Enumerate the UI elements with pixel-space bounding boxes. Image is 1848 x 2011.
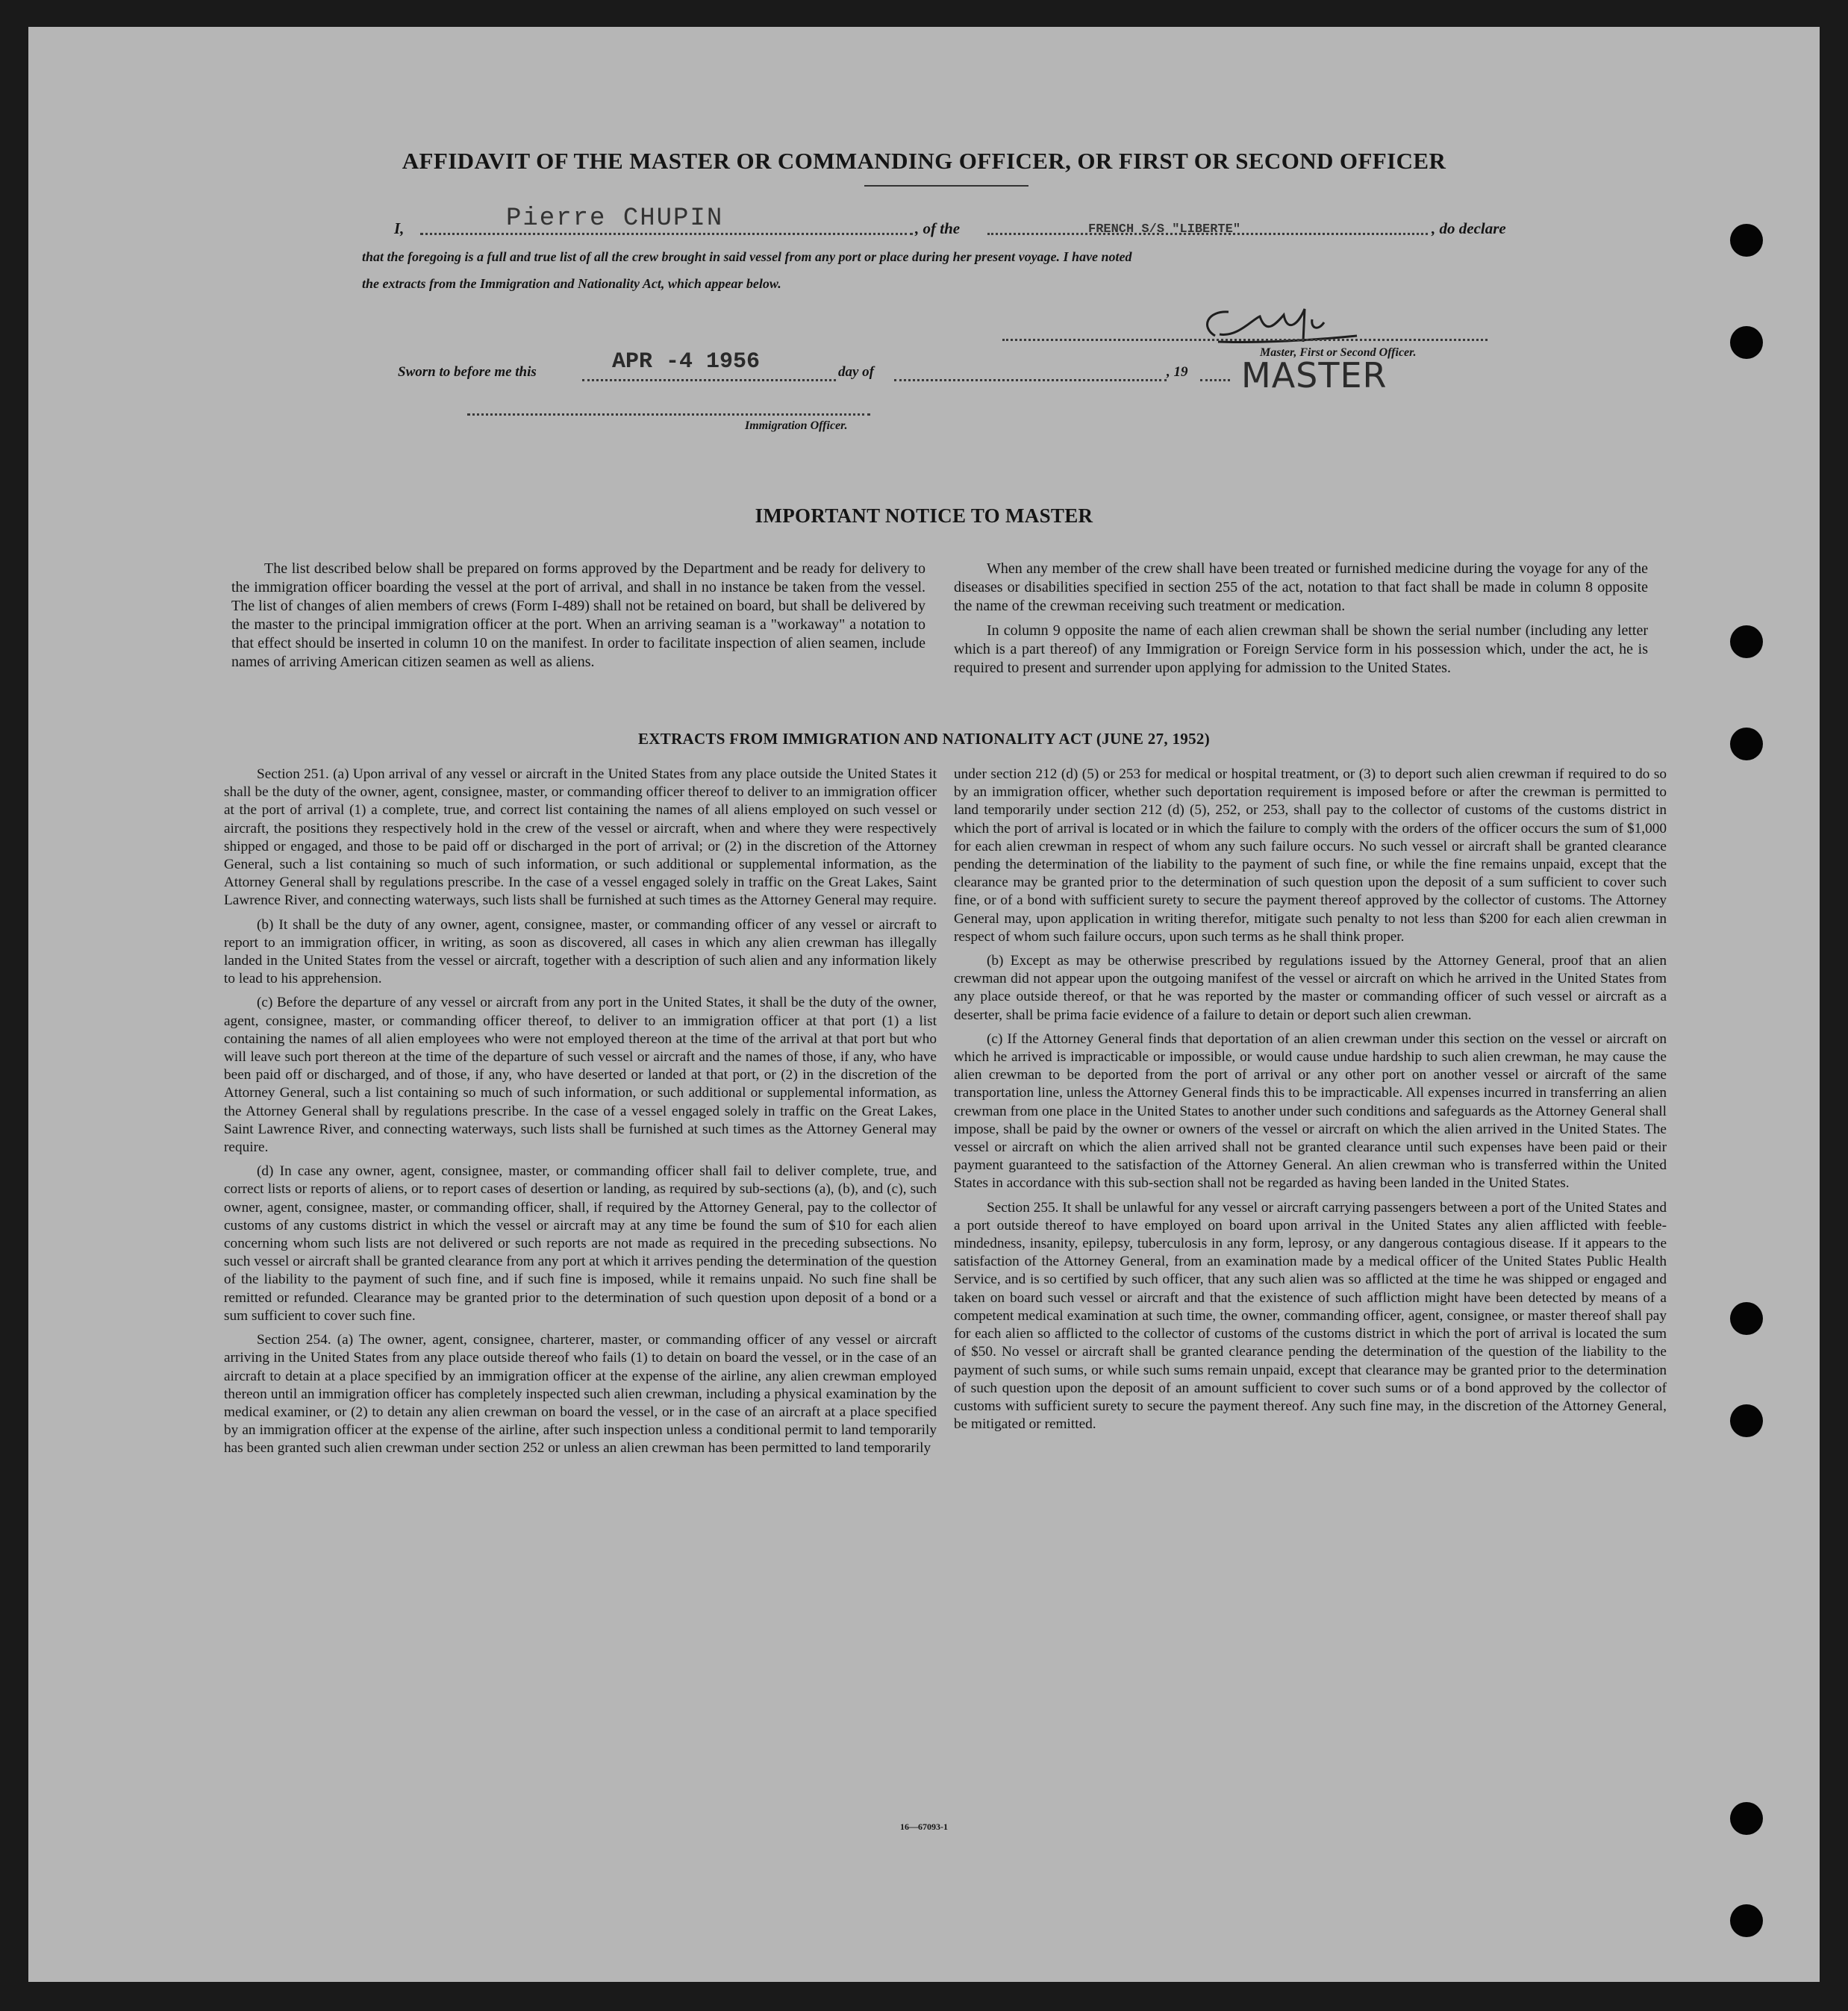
sworn-year-prefix: , 19: [1167, 364, 1188, 380]
binder-hole: [1730, 625, 1763, 658]
affidavit-title: AFFIDAVIT OF THE MASTER OR COMMANDING OFFICER, OR FIRST OR SECOND OFFICER: [402, 148, 1446, 174]
notice-right-column: [954, 560, 1648, 684]
line1-prefix: I,: [394, 219, 405, 237]
notice-title: IMPORTANT NOTICE TO MASTER: [755, 504, 1093, 527]
line1-mid: , of the: [915, 219, 961, 237]
binder-hole: [1730, 224, 1763, 257]
document-page: [28, 27, 1820, 1982]
section-251-d: (d) In case any owner, agent, consignee, master, or commanding officer shall fail to deliver complete, true, and correct lists or reports of aliens, or to report cases of desertion or landing, as required by sub-sections (a), (b), and (c), such owner, agent, consignee, master, or commanding officer, shall, if required by the Attorney General, pay to the collector of customs of any customs district in which the vessel or aircraft may at any time be found the sum of $10 for each alien concerning whom such lists are not delivered or such reports are not made as required in the preceding subsections. No such vessel or aircraft shall be granted clearance from any port at which it arrives pending the determination of the question of the liability to the payment of such fine, and if such fine is imposed, while it remains unpaid. No such fine shall be remitted or refunded. Clearance may be granted prior to the determination of such question upon deposit of a bond or a sum sufficient to cover such fine.: [224, 1163, 937, 1324]
vessel-name: FRENCH S/S "LIBERTE": [1088, 222, 1241, 237]
binder-hole: [1730, 1302, 1763, 1335]
section-254-a: Section 254. (a) The owner, agent, consignee, charterer, master, or commanding officer of any vessel or aircraft arriving in the United States from any place outside thereof who fails (1) to detain on board the vessel, or in the case of an aircraft to detain at a place specified by an immigration officer at the expense of the airline, any alien crewman employed thereon until an immigration officer has completely inspected such alien crewman, including a physical examination by the medical examiner, or (2) to detain any alien crewman on board the vessel, or in the case of an aircraft at a place specified by an immigration officer at the expense of the airline, after such inspection unless a conditional permit to land temporarily has been granted such alien crewman under section 252 or unless an alien crewman has been permitted to land temporarily: [224, 1332, 937, 1457]
binder-hole: [1730, 326, 1763, 359]
section-254-c: (c) If the Attorney General finds that deportation of an alien crewman under this section on the vessel or aircraft on which he arrived is impracticable or impossible, or would cause undue hardship to such alien crewman, he may cause the alien crewman to be deported from the port of arrival or any other port on another vessel or aircraft of the same transportation line, unless the Attorney General finds this to be impracticable. All expenses incurred in transferring an alien crewman from one place in the United States to another under such conditions and safeguards as the Attorney General shall impose, shall be paid by the owner or owners of the vessel or aircraft on which the alien arrived in the United States. The vessel or aircraft on which the alien arrived shall not be granted clearance until such expenses have been paid or their payment guaranteed to the satisfaction of the Attorney General. An alien crewman who is transferred within the United States in accordance with this sub-section shall not be regarded as having been landed in the United States.: [954, 1030, 1667, 1192]
extracts-right-column: [954, 766, 1667, 1439]
section-251-a: Section 251. (a) Upon arrival of any vessel or aircraft in the United States from any place outside the United States it shall be the duty of the owner, agent, consignee, master, or commanding officer thereof to deliver to an immigration officer at the port of arrival (1) a complete, true, and correct list containing the names of all aliens employed on such vessel or aircraft, the positions they respectively hold in the crew of the vessel or aircraft, when and where they were respectively shipped or engaged, and those to be paid off or discharged in the port of arrival; or (2) in the discretion of the Attorney General, such a list containing so much of such information, or such additional or supplemental information, as the Attorney General shall by regulations prescribe. In the case of a vessel engaged solely in traffic on the Great Lakes, Saint Lawrence River, and connecting waterways, such lists shall be furnished at such times as the Attorney General may require.: [224, 766, 937, 909]
immigration-officer-line: [467, 413, 870, 416]
section-251-b: (b) It shall be the duty of any owner, agent, consignee, master, or commanding officer of any vessel or aircraft to report to an immigration officer, in writing, as soon as discovered, all cases in which any alien crewman has illegally landed in the United States from the vessel or aircraft, together with a description of such alien and any information likely to lead to his apprehension.: [224, 916, 937, 987]
signature-line: [1002, 339, 1488, 341]
section-251-c: (c) Before the departure of any vessel or aircraft from any port in the United States, it shall be the duty of the owner, agent, consignee, master, or commanding officer thereof, to deliver to an immigration officer at that port (1) a list containing the names of all alien employees who were not employed thereon at the time of the arrival at that port but who will leave such port thereon at the time of the departure of such vessel or aircraft and the names of those, if any, who have been paid off or discharged, and of those, if any, who have deserted or landed at that port, or (2) in the discretion of the Attorney General, such a list containing so much of such information, or such additional or supplemental information, as the Attorney General shall by regulations prescribe. In the case of a vessel engaged solely in traffic on the Great Lakes, Saint Lawrence River, and connecting waterways, such lists shall be furnished at such times as the Attorney General may require.: [224, 995, 937, 1156]
section-254-b: (b) Except as may be otherwise prescribed by regulations issued by the Attorney General, proof that an alien crewman did not appear upon the outgoing manifest of the vessel or aircraft on which he arrived in the United States from any place outside thereof, or that he was reported by the master or commanding officer of such vessel or aircraft as a deserter, shall be prima facie evidence of a failure to detain or deport such alien crewman.: [954, 953, 1667, 1023]
sworn-prefix: Sworn to before me this: [398, 364, 537, 380]
sworn-mid: day of: [838, 364, 875, 380]
section-254-a-continued: under section 212 (d) (5) or 253 for medical or hospital treatment, or (3) to deport such alien crewman if required to do so by an immigration officer, whether such deportation requirement is imposed before or after the crewman is permitted to land temporarily under section 212 (d) (5), 252, or 253, shall pay to the collector of customs of the customs district in which the port of arrival is located or in which the failure to comply with the orders of the officer occurs the sum of $1,000 for each alien crewman in respect of whom any such failure occurs. No such vessel or aircraft shall be granted clearance pending the determination of the liability to the payment of such fine, or while the fine remains unpaid, except that the clearance may be granted prior to the determination of such question upon the deposit of a sum sufficient to cover such fine, or of a bond with sufficient surety to secure the payment thereof approved by the collector of customs. The Attorney General may, upon application in writing therefor, mitigate such penalty to not less than $200 for each alien crewman in respect of whom such failure occurs, upon such terms as he shall think proper.: [954, 766, 1667, 945]
sworn-date-stamp: APR -4 1956: [612, 349, 761, 375]
sworn-month-blank: [894, 379, 1167, 381]
notice-left-column: [231, 560, 925, 678]
form-code: 16—67093-1: [900, 1821, 948, 1832]
title-rule: [864, 185, 1028, 187]
affidavit-line2: that the foregoing is a full and true list of all the crew brought in said vessel from any port or place during her present voyage. I have noted: [362, 249, 1132, 264]
binder-hole: [1730, 1404, 1763, 1437]
notice-right-paragraph-1: When any member of the crew shall have been treated or furnished medicine during the voyage for any of the diseases or disabilities specified in section 255 of the act, notation to that fact shall be made in column 8 opposite the name of the crewman receiving such treatment or medication.: [954, 560, 1648, 614]
notice-left-paragraph: The list described below shall be prepared on forms approved by the Department and be ready for delivery to the immigration officer boarding the vessel at the port of arrival, and shall in no instance be taken from the vessel. The list of changes of alien members of crews (Form I-489) shall not be retained on board, but shall be delivered by the master to the principal immigration officer at the port. When an arriving seaman is a "workaway" a notation to that effect should be inserted in column 10 on the manifest. In order to facilitate inspection of alien seamen, include names of arriving American citizen seamen as well as aliens.: [231, 560, 925, 670]
extracts-left-column: [224, 766, 937, 1464]
section-255: Section 255. It shall be unlawful for any vessel or aircraft carrying passengers between a port of the United States and a port outside thereof to have employed on board upon arrival in the United States any alien afflicted with feeble-mindedness, insanity, epilepsy, tuberculosis in any form, leprosy, or any dangerous contagious disease. If it appears to the satisfaction of the Attorney General, from an examination made by a medical officer of the United States Public Health Service, and is so certified by such officer, that any such alien was so afflicted at the time he was shipped or engaged and taken on board such vessel or aircraft and that the existence of such affliction might have been detected by means of a competent medical examination at such time, the owner, commanding officer, agent, consignee, or master thereof shall pay for each alien so afflicted to the collector of customs of the customs district in which the port of arrival is located the sum of $50. No vessel or aircraft shall be granted clearance pending the determination of the question of the liability to the payment of such sums, or while such sums remain unpaid, except that clearance may be granted prior to the determination of such question upon the deposit of an amount sufficient to cover such sums or of a bond approved by the collector of customs with sufficient surety to secure the payment thereof. Any such fine may, in the discretion of the Attorney General, be mitigated or remitted.: [954, 1199, 1667, 1433]
officer-name: Pierre CHUPIN: [506, 204, 724, 233]
sworn-date-blank: [582, 379, 836, 381]
binder-hole: [1730, 1904, 1763, 1937]
notice-right-paragraph-2: In column 9 opposite the name of each alien crewman shall be shown the serial number (including any letter which is a part thereof) of any Immigration or Foreign Service form in his possession which, under the act, he is required to present and surrender upon applying for admission to the United States.: [954, 622, 1648, 676]
master-stamp: MASTER: [1241, 355, 1387, 395]
extracts-title: EXTRACTS FROM IMMIGRATION AND NATIONALITY ACT (JUNE 27, 1952): [638, 730, 1210, 748]
immigration-caption: Immigration Officer.: [745, 419, 848, 432]
name-blank: [420, 233, 913, 235]
signature-caption: Master, First or Second Officer.: [1260, 346, 1417, 359]
affidavit-line3: the extracts from the Immigration and Nationality Act, which appear below.: [362, 276, 781, 291]
binder-hole: [1730, 1802, 1763, 1835]
sworn-year-blank: [1200, 379, 1230, 381]
binder-hole: [1730, 728, 1763, 760]
line1-suffix: , do declare: [1432, 219, 1506, 237]
